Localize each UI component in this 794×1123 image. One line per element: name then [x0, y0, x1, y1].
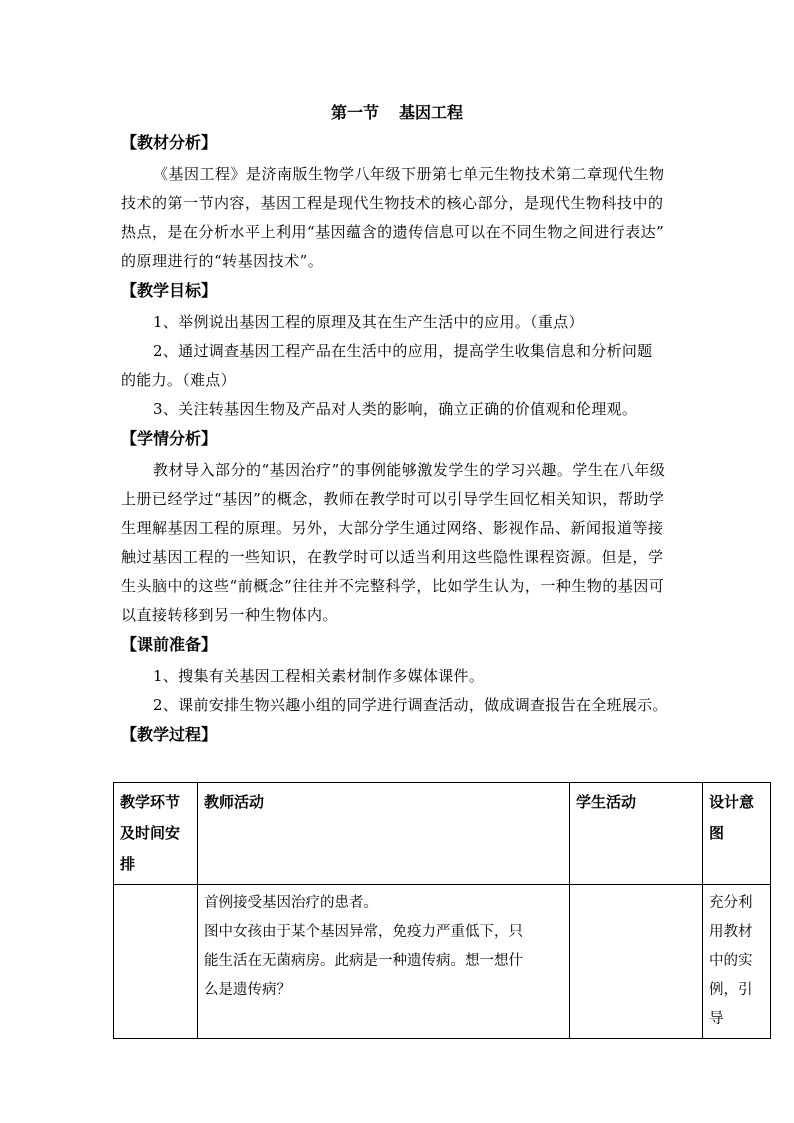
teacher-activity-line: 能生活在无菌病房。此病是一种遗传病。想一想什	[204, 953, 523, 969]
textbook-analysis-section	[121, 160, 677, 276]
textbook-analysis-line: 的原理进行的“转基因技术”。	[121, 252, 324, 270]
learner-analysis-line: 生理解基因工程的原理。另外，大部分学生通过网络、影视作品、新闻报道等接	[121, 519, 664, 537]
learner-analysis-heading: 【学情分析】	[121, 429, 218, 448]
learner-analysis-line: 上册已经学过“基因”的概念，教师在教学时可以引导学生回忆相关知识，帮助学	[121, 490, 665, 508]
header-stage-line: 及时间安	[120, 824, 181, 842]
learner-analysis-line: 触过基因工程的一些知识，在教学时可以适当利用这些隐性课程资源。但是，学	[121, 548, 664, 566]
teacher-activity-line: 么是遗传病？	[204, 982, 291, 998]
teaching-goal-item: 3、关注转基因生物及产品对人类的影响，确立正确的价值观和伦理观。	[153, 400, 638, 418]
row-student-cell	[570, 885, 703, 1039]
design-intent-line: 用教材	[709, 924, 753, 940]
learner-analysis-line: 生头脑中的这些“前概念”往往并不完整科学，比如学生认为，一种生物的基因可	[121, 577, 665, 595]
header-teacher-activity: 教师活动	[198, 783, 570, 885]
preparation-heading: 【课前准备】	[121, 635, 218, 654]
document-body	[121, 130, 677, 750]
teaching-goals-section	[121, 308, 677, 424]
row-teacher-cell	[198, 885, 570, 1039]
header-design-line: 设计意	[709, 793, 755, 811]
design-intent-line: 充分利	[709, 895, 753, 911]
preparation-item: 1、搜集有关基因工程相关素材制作多媒体课件。	[153, 667, 485, 685]
table-header-row	[114, 783, 771, 885]
textbook-analysis-heading: 【教材分析】	[121, 133, 218, 152]
header-stage	[114, 783, 198, 885]
learner-analysis-section	[121, 456, 677, 630]
header-student-activity: 学生活动	[570, 783, 703, 885]
preparation-section	[121, 662, 677, 720]
textbook-analysis-line: 《基因工程》是济南版生物学八年级下册第七单元生物技术第二章现代生物	[153, 165, 665, 183]
row-design-cell	[703, 885, 771, 1039]
header-design-line: 图	[709, 824, 725, 842]
row-stage-cell	[114, 885, 198, 1039]
teacher-activity-line: 图中女孩由于某个基因异常，免疫力严重低下，只	[204, 924, 523, 940]
textbook-analysis-line: 技术的第一节内容，基因工程是现代生物技术的核心部分，是现代生物科技中的	[121, 194, 664, 212]
design-intent-line: 中的实	[709, 953, 753, 969]
process-heading: 【教学过程】	[121, 725, 218, 744]
preparation-item: 2、课前安排生物兴趣小组的同学进行调查活动，做成调查报告在全班展示。	[153, 696, 668, 714]
teaching-goal-item: 1、举例说出基因工程的原理及其在生产生活中的应用。（重点）	[153, 313, 584, 331]
section-number: 第一节	[330, 103, 379, 122]
learner-analysis-line: 教材导入部分的“基因治疗”的事例能够激发学生的学习兴趣。学生在八年级	[153, 461, 666, 479]
section-name: 基因工程	[399, 103, 464, 122]
header-stage-line: 教学环节	[120, 793, 181, 811]
table-row	[114, 885, 771, 1039]
header-design-intent	[703, 783, 771, 885]
teaching-goals-heading: 【教学目标】	[121, 281, 218, 300]
learner-analysis-line: 以直接转移到另一种生物体内。	[121, 606, 339, 624]
teaching-goal-item: 2、通过调查基因工程产品在生活中的应用，提高学生收集信息和分析问题	[153, 342, 653, 360]
teaching-goal-item: 的能力。（难点）	[121, 371, 236, 389]
design-intent-line: 例，引导	[709, 982, 753, 1027]
textbook-analysis-line: 热点，是在分析水平上利用“基因蕴含的遗传信息可以在不同生物之间进行表达”	[121, 223, 665, 241]
teacher-activity-line: 首例接受基因治疗的患者。	[204, 895, 378, 911]
teaching-process-table	[113, 782, 771, 1039]
header-stage-line: 排	[120, 855, 136, 873]
lesson-title	[0, 100, 794, 123]
